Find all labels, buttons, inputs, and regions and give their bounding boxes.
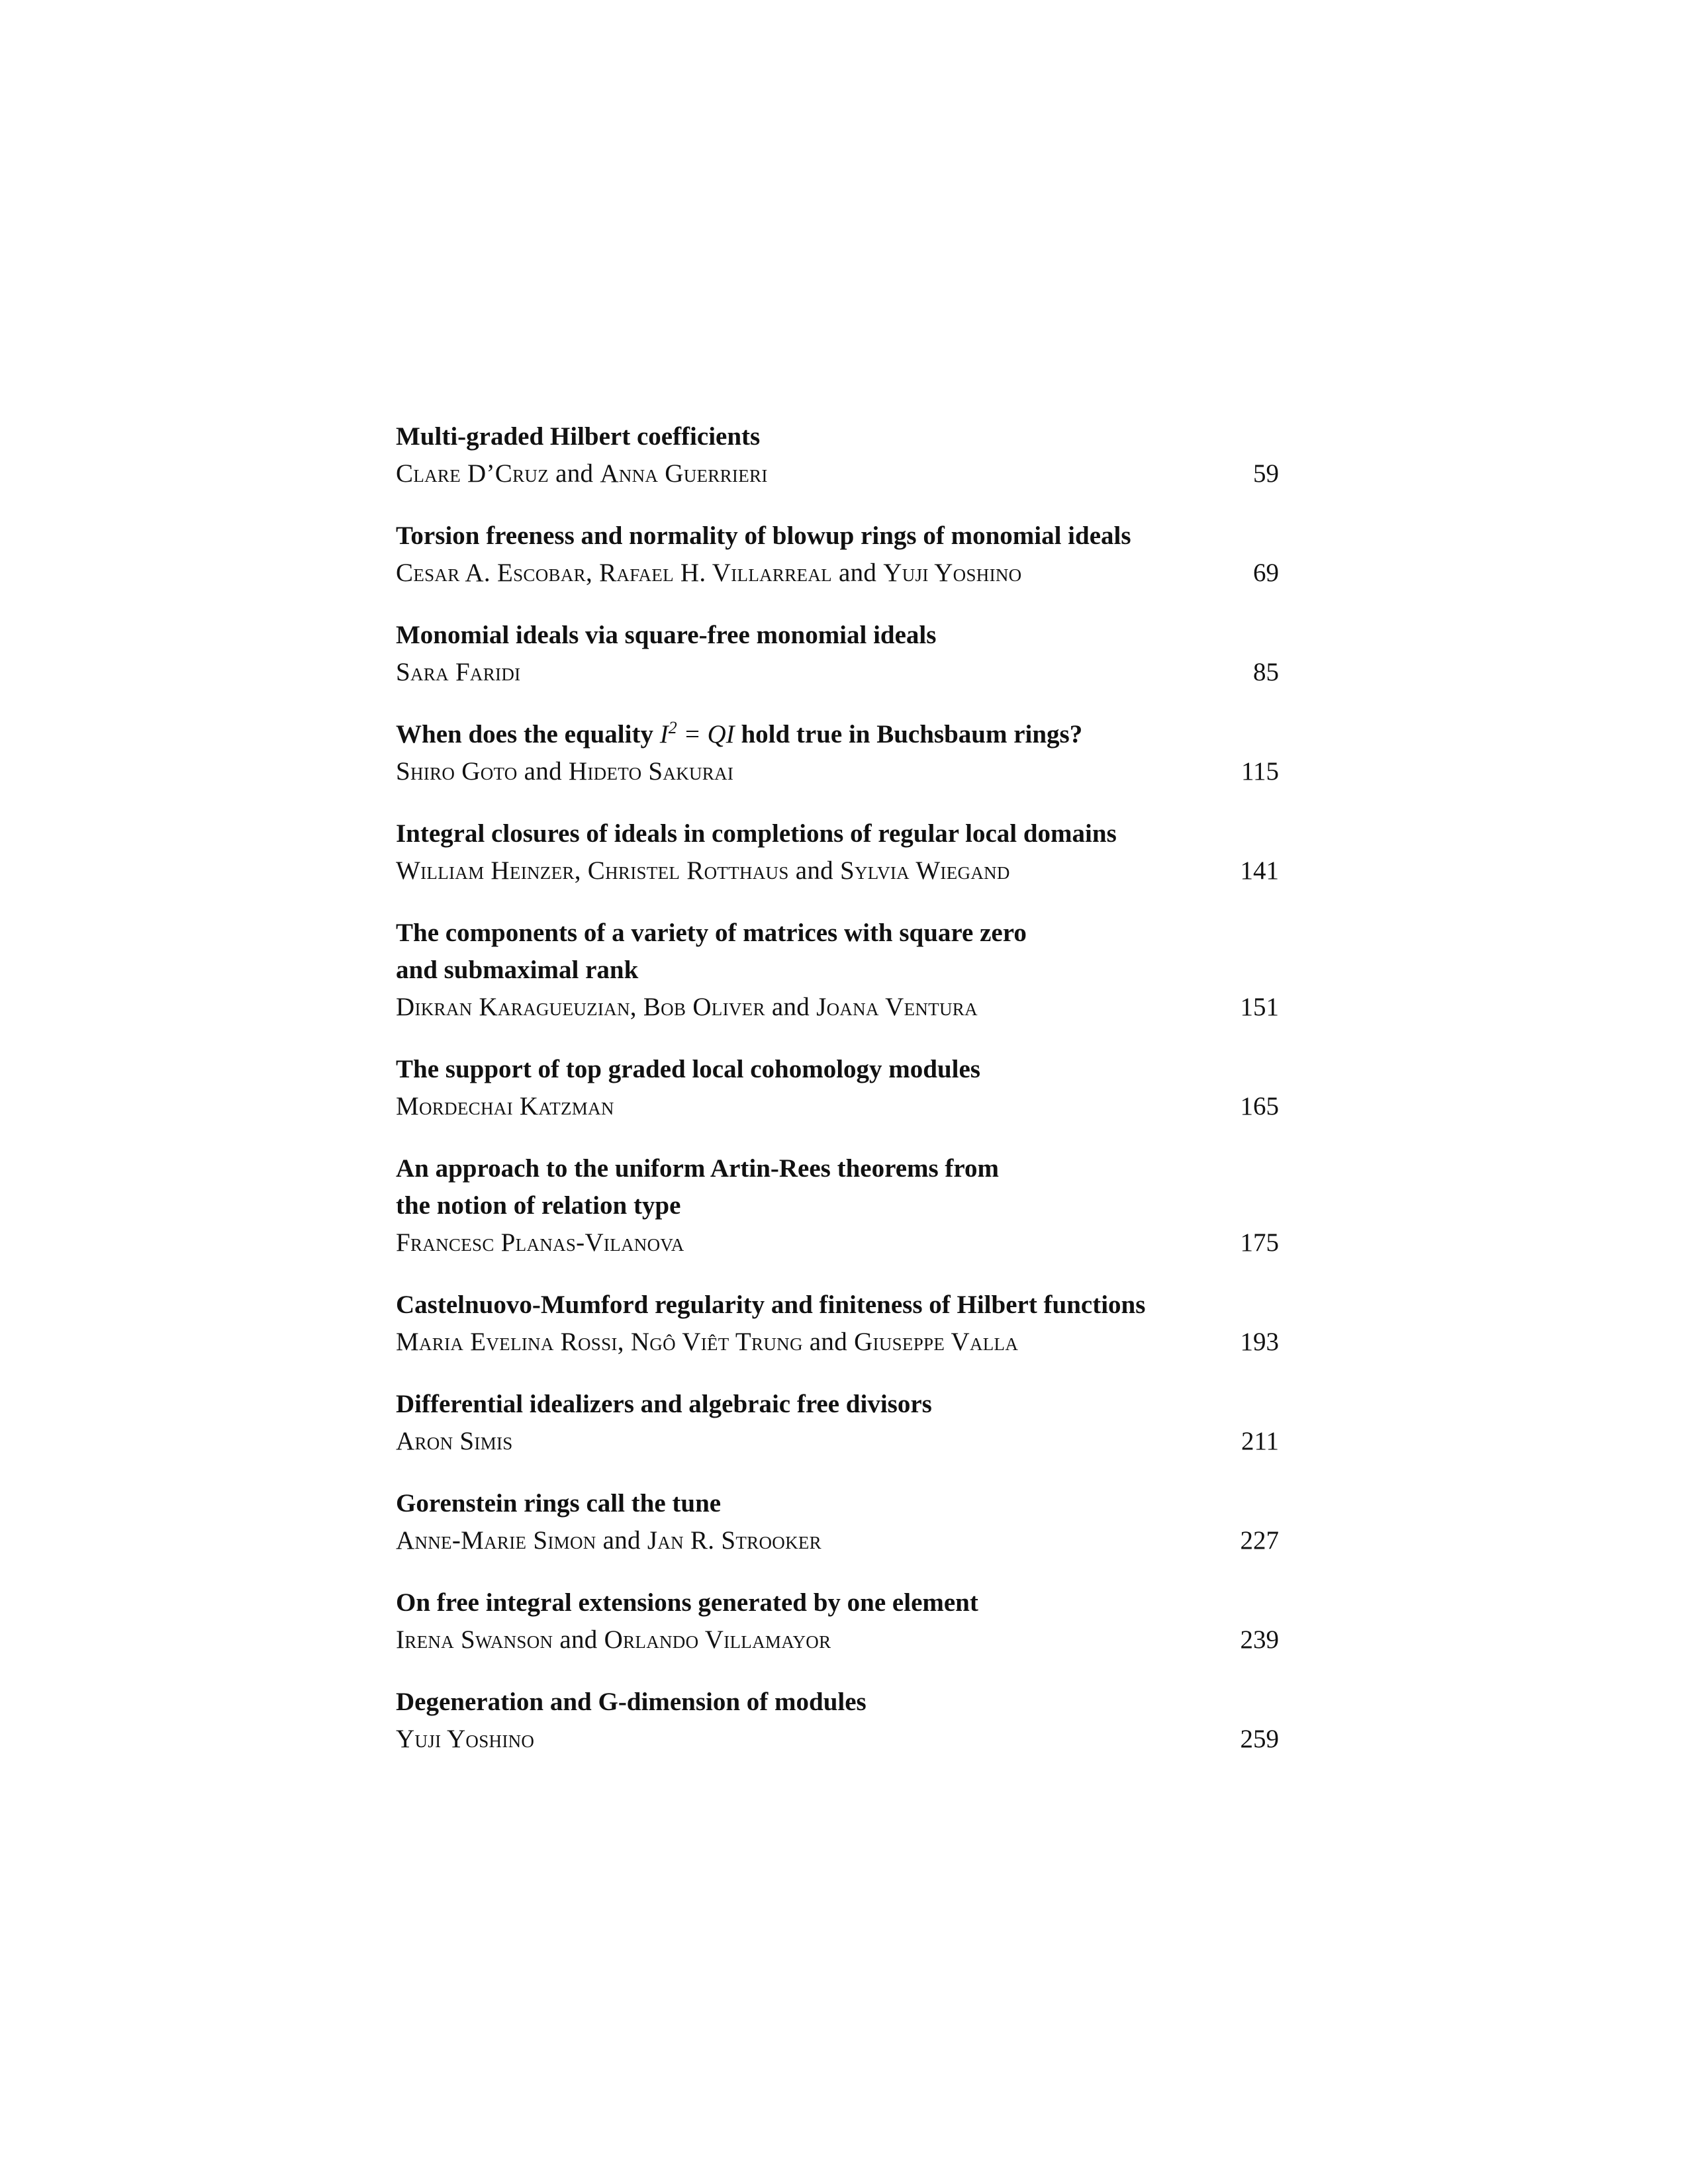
author-separator: , — [630, 993, 643, 1021]
toc-entry — [396, 617, 1279, 691]
author-separator: and — [788, 856, 840, 885]
author-separator: , — [585, 559, 600, 587]
article-title-line: An approach to the uniform Artin-Rees theorems from — [396, 1154, 999, 1183]
page-number: 141 — [1240, 856, 1279, 885]
toc-entry — [396, 1684, 1279, 1758]
author-list — [396, 1088, 614, 1125]
toc-entry — [396, 1485, 1279, 1559]
page-number: 69 — [1253, 559, 1279, 587]
author-list — [396, 654, 520, 691]
author-name: Orlando Villamayor — [604, 1625, 831, 1654]
author-name: Yuji Yoshino — [396, 1725, 535, 1753]
byline — [396, 1522, 1279, 1559]
toc-entry — [396, 716, 1279, 790]
author-name: Rafael H. Villarreal — [599, 559, 832, 587]
math-base: I — [659, 720, 669, 749]
toc-entry — [396, 1051, 1279, 1125]
author-name: Yuji Yoshino — [883, 559, 1022, 587]
author-name: Cesar A. Escobar — [396, 559, 586, 587]
author-separator: and — [553, 1625, 604, 1654]
article-title: Torsion freeness and normality of blowup rings of monomial ideals — [396, 522, 1131, 550]
page-number: 85 — [1253, 658, 1279, 686]
toc-entry — [396, 1150, 1279, 1261]
author-name: Clare D’Cruz — [396, 459, 549, 488]
toc-entry — [396, 1287, 1279, 1361]
toc-entry — [396, 418, 1279, 492]
page-number: 175 — [1240, 1228, 1279, 1257]
page-number: 239 — [1240, 1625, 1279, 1654]
author-name: Francesc Planas-Vilanova — [396, 1228, 684, 1257]
author-name: William Heinzer — [396, 856, 575, 885]
author-list — [396, 1423, 513, 1460]
byline — [396, 1224, 1279, 1261]
author-name: Ngô Viêt Trung — [630, 1328, 803, 1356]
byline — [396, 1423, 1279, 1460]
article-title: The support of top graded local cohomology modules — [396, 1055, 980, 1083]
author-list — [396, 1224, 684, 1261]
article-title: Castelnuovo-Mumford regularity and finiteness of Hilbert functions — [396, 1291, 1146, 1319]
toc-entry — [396, 518, 1279, 592]
byline — [396, 1621, 1279, 1659]
math-superscript: 2 — [668, 718, 677, 737]
byline — [396, 1088, 1279, 1125]
author-name: Anna Guerrieri — [600, 459, 768, 488]
article-title: Integral closures of ideals in completions of regular local domains — [396, 819, 1117, 848]
article-title-line: The components of a variety of matrices with square zero — [396, 919, 1027, 947]
author-name: Christel Rotthaus — [587, 856, 789, 885]
table-of-contents — [396, 418, 1279, 1783]
toc-entry — [396, 915, 1279, 1026]
toc-entry — [396, 815, 1279, 889]
author-list — [396, 555, 1021, 592]
article-title-line: and submaximal rank — [396, 956, 639, 984]
author-name: Hideto Sakurai — [568, 757, 734, 786]
toc-entry — [396, 1386, 1279, 1460]
byline — [396, 654, 1279, 691]
author-separator: and — [765, 993, 817, 1021]
page-number: 165 — [1240, 1092, 1279, 1120]
author-list — [396, 753, 733, 790]
byline — [396, 753, 1279, 790]
author-name: Joana Ventura — [816, 993, 978, 1021]
byline — [396, 455, 1279, 492]
page-number: 115 — [1241, 757, 1279, 786]
byline — [396, 1324, 1279, 1361]
author-name: Aron Simis — [396, 1427, 513, 1455]
math-expression — [660, 720, 735, 749]
toc-entry — [396, 1584, 1279, 1659]
author-list — [396, 1721, 534, 1758]
author-separator: and — [596, 1526, 647, 1555]
author-name: Sylvia Wiegand — [839, 856, 1010, 885]
author-separator: , — [617, 1328, 631, 1356]
article-title: On free integral extensions generated by one element — [396, 1588, 978, 1617]
byline — [396, 989, 1279, 1026]
article-title: Degeneration and G-dimension of modules — [396, 1688, 867, 1716]
author-list — [396, 1324, 1018, 1361]
author-name: Anne-Marie Simon — [396, 1526, 596, 1555]
author-list — [396, 989, 978, 1026]
author-name: Bob Oliver — [643, 993, 765, 1021]
author-name: Maria Evelina Rossi — [396, 1328, 618, 1356]
author-list — [396, 852, 1010, 889]
page-number: 259 — [1240, 1725, 1279, 1753]
article-title — [396, 716, 1279, 753]
author-list — [396, 1522, 821, 1559]
byline — [396, 852, 1279, 889]
article-title: Gorenstein rings call the tune — [396, 1489, 722, 1518]
author-list — [396, 1621, 831, 1659]
page-number: 193 — [1240, 1328, 1279, 1356]
author-name: Irena Swanson — [396, 1625, 553, 1654]
author-separator: and — [549, 459, 600, 488]
author-name: Giuseppe Valla — [854, 1328, 1019, 1356]
title-text: When does the equality — [396, 720, 660, 749]
article-title: Monomial ideals via square-free monomial ideals — [396, 621, 937, 649]
author-list — [396, 455, 768, 492]
author-separator: and — [802, 1328, 855, 1356]
author-name: Sara Faridi — [396, 658, 521, 686]
page-number: 227 — [1240, 1526, 1279, 1555]
title-text: hold true in Buchsbaum rings? — [734, 720, 1083, 749]
article-title-line: the notion of relation type — [396, 1191, 681, 1220]
article-title: Multi-graded Hilbert coefficients — [396, 422, 761, 451]
page-number: 151 — [1240, 993, 1279, 1021]
author-name: Mordechai Katzman — [396, 1092, 614, 1120]
byline — [396, 555, 1279, 592]
article-title: Differential idealizers and algebraic free divisors — [396, 1390, 932, 1418]
math-rest: = QI — [677, 720, 735, 749]
author-name: Dikran Karagueuzian — [396, 993, 630, 1021]
page-number: 59 — [1253, 459, 1279, 488]
author-name: Shiro Goto — [396, 757, 518, 786]
author-separator: , — [574, 856, 588, 885]
author-separator: and — [831, 559, 884, 587]
byline — [396, 1721, 1279, 1758]
page-number: 211 — [1241, 1427, 1279, 1455]
author-separator: and — [517, 757, 569, 786]
author-name: Jan R. Strooker — [647, 1526, 821, 1555]
